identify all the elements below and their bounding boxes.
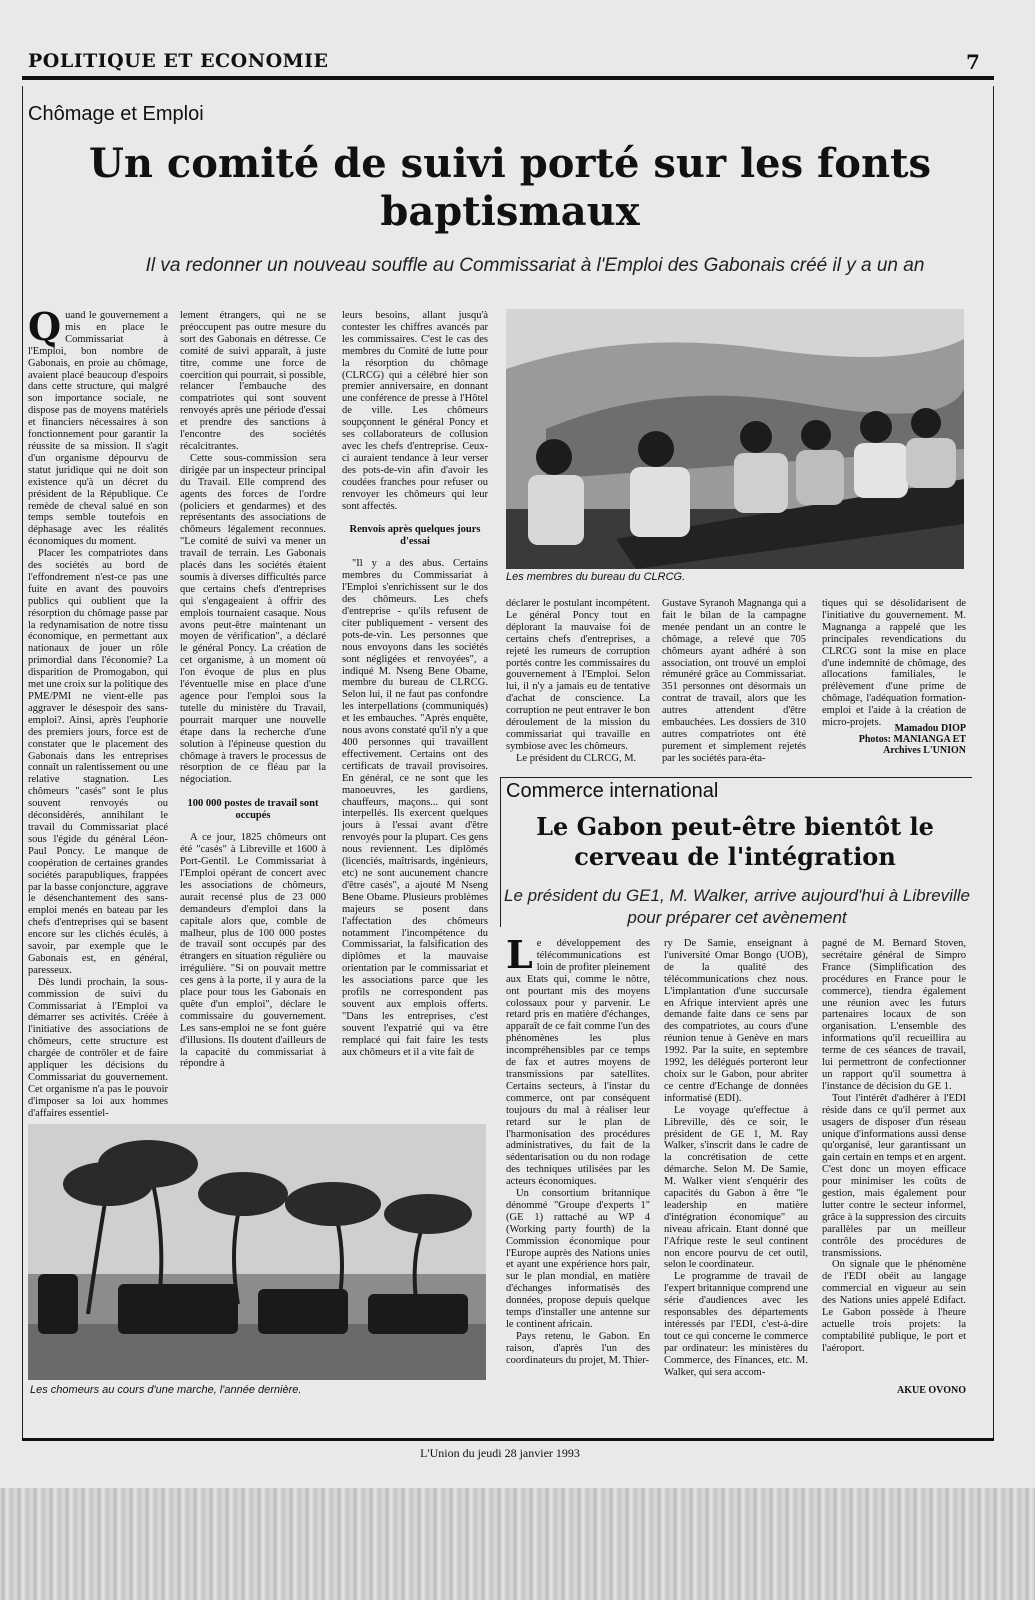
article1-kicker: Chômage et Emploi <box>28 103 204 125</box>
article1-title: Un comité de suivi porté sur les fonts baptismaux <box>88 140 932 235</box>
article1-column-2 <box>180 310 326 1116</box>
paragraph: e développement des télécommunications est loin de profiter pleinement aux Etats qui, comme le nôtre, ont pourtant mis des moyens colossaux pour y parvenir. Le retard pris en matière d'échanges, apparaît de ce fait comme l'un des phénomènes les plus incompréhensibles par ce temps de fax et autres moyens de transmissions par satellites. Certains secteurs, à l'instar du commerce, ont par conséquent toujours du mal à réaliser leur retard sur le plan de l'harmonisation des procédures administratives, du fait de la sédentarisation ou du non rodage des techniques utilisées par les acteurs économiques. <box>506 938 650 1188</box>
photo-clrcg-members <box>506 309 964 569</box>
article1-credits <box>822 723 966 756</box>
paragraph: Un consortium britannique dénommé "Groupe d'experts 1" (GE 1) rattaché au WP 4 (Working party fourth) de la Commission économique pour l'Europe auprès des Nations unies et ayant une expérience hors pair, sur le plan mondial, en matière d'échanges informatisés des données, propose depuis quelque temps d'installer une antenne sur le continent africain. <box>506 1188 650 1330</box>
frame-right-rule <box>993 86 994 1438</box>
article2-title: Le Gabon peut-être bientôt le cerveau de l'intégration <box>536 812 934 871</box>
paragraph: Pays retenu, le Gabon. En raison, d'après l'un des coordinateurs du projet, M. Thier- <box>506 1330 650 1366</box>
article2-dropcap: L <box>506 932 533 977</box>
article1-column-4 <box>506 598 650 776</box>
article1-subheading-renvois: Renvois après quelques jours d'essai <box>349 524 481 548</box>
paragraph: pagné de M. Bernard Stoven, secrétaire général de Simpro France (Simplification des procédures en France pour le commerce), tiendra également une réunion avec les futurs partenaires locaux de son organisation. L'ensemble des informations qu'il recueillira au terme de ces séances de travail, lui permettront de confectionner un rapport qu'il soumettra à l'instance de décision du GE 1. <box>822 938 966 1092</box>
photo-clrcg-members-drawing <box>506 309 964 569</box>
article2-column-1 <box>506 932 650 1398</box>
article1-column-1 <box>28 304 168 1119</box>
photo-unemployed-march-drawing <box>28 1124 486 1380</box>
article2-column-2 <box>664 938 808 1398</box>
article1-subtitle: Il va redonner un nouveau souffle au Commissariat à l'Emploi des Gabonais créé il y a un an <box>145 255 925 276</box>
article1-column-5 <box>662 598 806 776</box>
paragraph: tiques qui se désolidarisent de l'initiative du gouvernement. M. Magnanga a rappelé que les principales revendications du CLRCG sont la mise en place d'une indemnité de chômage, des allocations familiales, le prélèvement d'une prime de chômage, l'adéquation formation-emploi et l'aide à la création de micro-projets. <box>822 598 966 729</box>
paragraph: Le voyage qu'effectue à Libreville, dès ce soir, le président de GE 1, M. Ray Walker, s'inscrit dans le cadre de la concrétisation de cette démarche. Selon M. De Samie, M. Walker vient s'enquérir des capacités du Gabon à être "le leadership en matière d'intégration économique" au niveau africain. Etant donné que l'Afrique reste le seul continent non encore pourvu de cet outil, selon le coordinateur. <box>664 1104 808 1271</box>
article1-subheading-postes: 100 000 postes de travail sont occupés <box>187 798 319 822</box>
photo-march-caption: Les chomeurs au cours d'une marche, l'année dernière. <box>30 1384 302 1396</box>
paragraph: Gustave Syranoh Magnanga qui a fait le bilan de la campagne menée pendant un an contre le chômage, a relevé que 705 chômeurs ayant adhéré à son association, ont trouvé un emploi rémunéré grâce au Commissariat. 351 personnes ont désormais un contrat de travail, alors que les autres attendent d'être embauchées. Les dossiers de 310 autres compatriotes ont été purement et simplement rejetés par les sociétés para-éta- <box>662 598 806 764</box>
paragraph: Tout l'intérêt d'adhérer à l'EDI réside dans ce qu'il permet aux usagers de disposer d'un réseau unique d'informations aussi dense qu'organisé, leur garantissant un gain certain en temps et en argent. C'est donc un moyen efficace pour minimiser les coûts de gestion, mais également pour lutter contre le secteur informel, grâce à la suppression des circuits parallèles par un meilleur contrôle des procédures de transmissions. <box>822 1092 966 1259</box>
scan-noise-strip <box>0 1488 1035 1600</box>
paragraph: Le programme de travail de l'expert britannique comprend une série d'audiences avec les responsables des départements intéressés par l'EDI, c'est-à-dire tout ce qui concerne le commerce par ordinateur: les ministères du Commerce, des Finances, etc. M. Walker, qui sera accom- <box>664 1271 808 1378</box>
frame-left-rule <box>22 86 23 1438</box>
photo-unemployed-march <box>28 1124 486 1380</box>
photos-credit: Photos: MANIANGA ET <box>858 734 966 745</box>
header-rule <box>22 76 994 80</box>
article2-byline: AKUE OVONO <box>897 1385 966 1396</box>
article1-dropcap: Q <box>28 304 62 349</box>
article2-top-rule <box>500 777 972 778</box>
paragraph: déclarer le postulant incompétent. Le général Poncy tout en déplorant la mauvaise foi de certains chefs d'entreprises, a rejeté les rumeurs de corruption portés contre les commissaires du gouvernement à l'Emploi. Selon lui, il n'y a jamais eu de tentative d'achat de conscience. La corruption ne peut entraver le bon déroulement de la mission du commissariat qui travaille en symbiose avec les chômeurs. <box>506 598 650 752</box>
paragraph: "Il y a des abus. Certains membres du Commissariat à l'Emploi s'enrichissent sur le dos des chômeurs. Les chefs d'entreprise - qu'ils refusent de citer publiquement - versent des pots-de-vin. Les personnes que nous envoyons dans les sociétés sont négligées et renvoyées", a indiqué M. Nseng Bene Obame, membre du bureau de CLRCG. Selon lui, il ne faut pas confondre les interpellations (communiqués) et les embauches. "Après enquête, nous avons constaté qu'il n'y a que 400 personnes qui travaillent effectivement. Certains ont des certificats de travail provisoires. En général, ce ne sont que les manoeuvres, les gardiens, chauffeurs, maçons... qui sont interpellés. Ils exercent quelques jours à l'essai avant d'être renvoyés pour la plupart. Ces gens nous reviennent. Les diplômés (licenciés, maîtrisards, ingénieurs, etc) ne sont aucunement chancre d'être casés", a ajouté M Nseng Bene Obame. Plusieurs problèmes majeurs se posent dans l'affectation des chômeurs notamment l'incompétence du Commissariat, la falsification des diplômes et la mauvaise orientation par le commissariat et les associations parce que les profils ne correspondent pas souvent aux emplois offerts. "Dans les entreprises, c'est souvent l'expatrié qui va être remplacé qui fait faire les tests aux chômeurs et il a vite fait de <box>342 558 488 1058</box>
footer-rule <box>22 1438 994 1441</box>
archives-credit: Archives L'UNION <box>883 745 966 756</box>
paragraph: On signale que le phénomène de l'EDI obéit au langage commercial en vigueur au sein des Nations unies appelé Edifact. Le Gabon possède à l'heure actuelle trois projets: la comptabilité publique, le port et l'aéroport. <box>822 1259 966 1354</box>
page-number: 7 <box>966 50 980 74</box>
article2-column-3 <box>822 938 966 1378</box>
paragraph: Dès lundi prochain, la sous-commission de suivi du Commissariat à l'Emploi va démarrer ses activités. Créée à l'initiative des associations de chômeurs, cette structure est chargée de contrôler et de faire appliquer les décisions du Commissariat du gouvernement. Cet organisme n'a pas le pouvoir d'imposer sa loi aux hommes d'affaires essentiel- <box>28 976 168 1119</box>
article2-subtitle: Le président du GE1, M. Walker, arrive aujourd'hui à Libreville pour préparer cet avènement <box>504 886 970 927</box>
article1-byline: Mamadou DIOP <box>894 723 966 734</box>
paragraph: A ce jour, 1825 chômeurs ont été "casés" à Libreville et 1600 à Port-Gentil. Le Commissariat à l'Emploi opérant de concert avec les associations de chômeurs, aurait recensé plus de 23 000 demandeurs d'emploi dans la capitale alors que, comble de malheur, plus de 100 000 postes de travail sont occupés par des étrangers en situation régulière ou irrégulière. "Si on pouvait mettre ces gens à la porte, il y aura de la place pour tous les Gabonais en quête d'un emploi", déclare le commissaire du gouvernement. Les sans-emploi ne se font guère d'illusions. Ils doutent d'ailleurs de la capacité du commissariat à répondre à <box>180 832 326 1070</box>
photo-clrcg-caption: Les membres du bureau du CLRCG. <box>506 571 686 583</box>
paragraph: Le président du CLRCG, M. <box>516 752 637 764</box>
paragraph: Placer les compatriotes dans des sociétés au bord de l'effondrement n'est-ce pas une fuite en avant des pouvoirs publics qui oublient que la résorption du chômage passe par la redynamisation de notre tissu économique, en permettant aux nationaux de jouer un rôle primordial dans l'économie? La disparition de Promogabon, qui met une croix sur la politique des PME/PMI ne vient-elle pas aggraver le désespoir des sans-emploi?. Ainsi, après l'euphorie des premiers jours, force est de constater que le placement des Gabonais dans les entreprises connaît un ralentissement ou une relative stagnation. Les chômeurs "casés" sont le plus souvent renvoyés ou déconsidérés, annihilant le travail du Commissariat placé sous l'égide du général Léon-Paul Poncy. Le manque de coopération de certaines grandes sociétés parapubliques, frappées par la basse conjoncture, aggrave le désenchantement des sans-emploi menés en bateau par les chefs d'entreprises qui se basent encore sur les clichés éculés, à savoir, par exemple que le Gabonais est, en général, paresseux. <box>28 548 168 976</box>
footer-dateline: L'Union du jeudi 28 janvier 1993 <box>420 1446 580 1460</box>
article1-column-3 <box>342 310 488 1116</box>
section-heading: POLITIQUE ET ECONOMIE <box>28 50 329 72</box>
paragraph: leurs besoins, allant jusqu'à contester les chiffres avancés par les commissaires. C'est le cas des membres du Comité de lutte pour la résorption du chômage (CLRCG) qui a célébré hier son premier anniversaire, en donnant une conférence de presse à l'Hôtel de ville. Les chômeurs soupçonnent le général Poncy et ses collaborateurs de collusion avec les chefs d'entreprise. Ceux-ci auraient tendance à leur verser des pots-de-vin afin d'avoir les coudées franches pour refuser ou renvoyer les chômeurs qui leur sont affectés. <box>342 310 488 512</box>
paragraph: lement étrangers, qui ne se préoccupent pas outre mesure du sort des Gabonais en détresse. Ce comité de suivi apparaît, à juste titre, comme une force de coercition qui pourrait, si possible, relancer l'embauche des compatriotes qui sont souvent renvoyés après une période d'essai et prendre des sanctions à l'encontre des sociétés récalcitrantes. <box>180 310 326 452</box>
article2-kicker: Commerce international <box>506 780 719 802</box>
paragraph: uand le gouvernement a mis en place le Commissariat à l'Emploi, bon nombre de Gabonais, en proie au chômage, avaient placé beaucoup d'espoirs dans cette structure, qui malgré son importance sociale, ne dispose pas de moyens matériels et financiers nécessaires à son fonctionnement pour garantir la réussite de sa mission. Il s'agit d'un organisme dépourvu de statut juridique qui ne doit son existence qu'à un décret du président de la République. Ce remède de cheval salué en son temps semble toutefois en déphasage avec les réalités économiques du moment. <box>28 310 168 548</box>
paragraph: Cette sous-commission sera dirigée par un inspecteur principal du Travail. Elle comprend des agents des forces de l'ordre (policiers et gendarmes) et des représentants des associations de chômeurs légalement reconnues. "Le comité de suivi va mener un travail de terrain. Les Gabonais placés dans les sociétés étaient soumis à diverses difficultés parce que certains chefs d'entreprises qui s'engageaient à offrir des emplois tournaient casaque. Nous avons peut-être maintenant un moyen de vérification", a déclaré le général Poncy. La création de cet organisme, à un moment où l'on évoque de plus en plus l'éventuelle mise en place d'une agence pour l'emploi sous la tutelle du ministère du Travail, pourrait marquer une nouvelle étape dans la recherche d'une solution à l'épineuse question du chômage à travers le processus de résorption de ce fléau par la négociation. <box>180 452 326 786</box>
paragraph: ry De Samie, enseignant à l'université Omar Bongo (UOB), de la qualité des télécommunications chez nous. L'implantation d'une succursale en Afrique intervient après une demande faite dans ce sens par des compatriotes, au cours d'une réunion tenue à Genève en mars 1992. Par la suite, en septembre 1992, les délégués porteront leur choix sur le Gabon, pour abriter ce centre d'Echange de données informatisé (EDI). <box>664 938 808 1104</box>
